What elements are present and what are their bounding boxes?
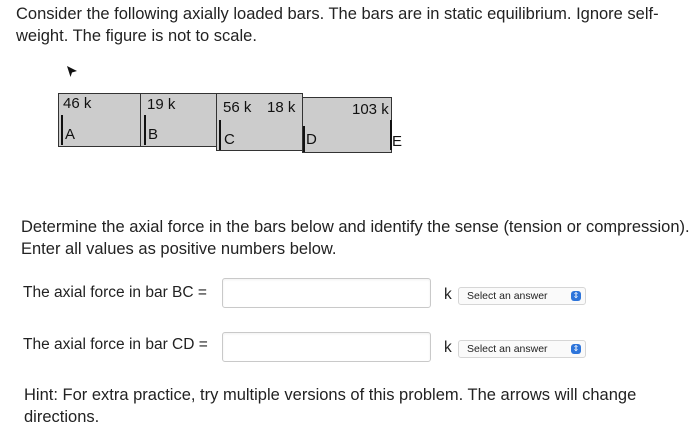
- select-chevron-icon: ⇕: [572, 291, 580, 300]
- cd-sense-select[interactable]: [458, 340, 586, 358]
- node-label-d: D: [306, 131, 317, 148]
- bc-label: The axial force in bar BC =: [23, 284, 207, 301]
- node-d-tick: [303, 126, 305, 152]
- hint-text: Hint: For extra practice, try multiple versions of this problem. The arrows will change directions.: [24, 386, 637, 426]
- node-label-e: E: [392, 133, 403, 150]
- force-label-a: 46 k: [63, 95, 92, 112]
- force-label-e: 103 k: [352, 101, 389, 118]
- cursor-icon: [65, 65, 79, 79]
- cd-select-label: Select an answer: [467, 343, 548, 355]
- bc-sense-select[interactable]: [458, 287, 586, 305]
- force-label-d: 18 k: [267, 99, 296, 116]
- node-b-tick: [144, 115, 146, 145]
- bc-select-label: Select an answer: [467, 290, 548, 302]
- cd-label: The axial force in bar CD =: [23, 336, 208, 353]
- cd-unit: k: [444, 339, 452, 356]
- bc-force-input[interactable]: [222, 278, 431, 308]
- node-label-b: B: [148, 126, 159, 143]
- bc-unit: k: [444, 286, 452, 303]
- force-label-b: 19 k: [147, 96, 176, 113]
- force-label-c: 56 k: [223, 99, 252, 116]
- node-a-tick: [61, 115, 63, 145]
- node-label-a: A: [65, 126, 76, 143]
- node-c-tick: [219, 120, 221, 150]
- intro-text: Consider the following axially loaded bars. The bars are in static equilibrium. Ignore self-weight. The figure is not to scale.: [16, 5, 659, 45]
- cd-force-input[interactable]: [222, 332, 431, 362]
- select-chevron-icon: ⇕: [572, 344, 580, 353]
- bar-diagram: [58, 60, 418, 160]
- question-text: Determine the axial force in the bars below and identify the sense (tension or compression). Enter all values as positive numbers below.: [21, 218, 690, 258]
- node-label-c: C: [224, 131, 235, 148]
